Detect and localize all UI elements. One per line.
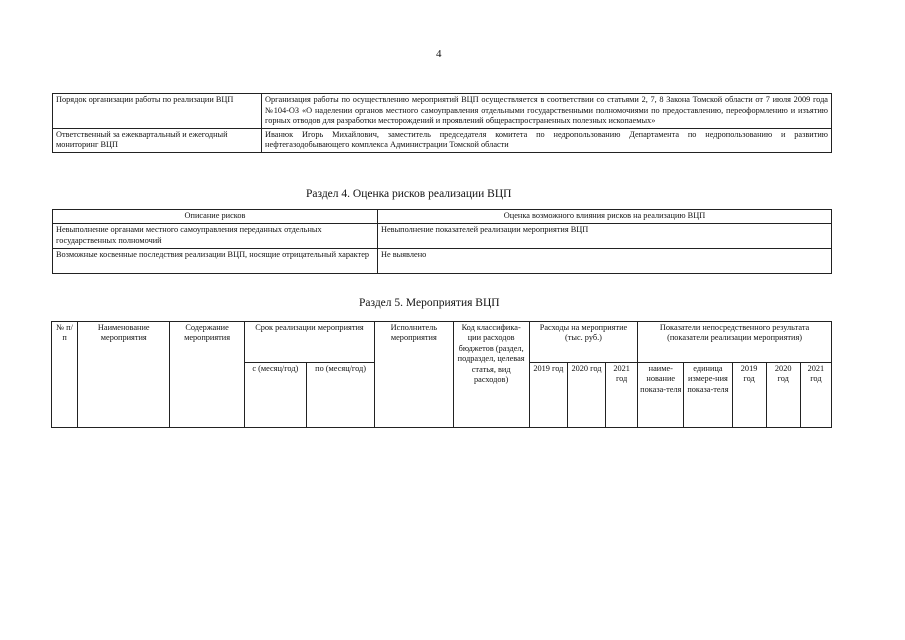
table-header-row bbox=[52, 322, 832, 363]
table-row bbox=[53, 128, 832, 152]
col-expenses: Расходы на мероприятие (тыс. руб.) bbox=[529, 322, 637, 363]
col-exp-2021: 2021 год bbox=[606, 363, 638, 428]
table-row bbox=[53, 224, 832, 249]
col-ind-2020: 2020 год bbox=[766, 363, 800, 428]
table-header-row bbox=[53, 210, 832, 224]
col-ind-unit: единица измере-ния показа-теля bbox=[684, 363, 732, 428]
info-label: Порядок организации работы по реализации ВЦП bbox=[53, 94, 262, 129]
info-value: Иванюк Игорь Михайлович, заместитель председателя комитета по недропользованию Департамента по недропользованию и развитию нефтегазодобывающего комплекса Администрации Томской области bbox=[262, 128, 832, 152]
col-exp-2019: 2019 год bbox=[529, 363, 567, 428]
col-code: Код классифика-ции расходов бюджетов (раздел, подраздел, целевая статья, вид расходов) bbox=[453, 322, 529, 428]
col-content: Содержание мероприятия bbox=[170, 322, 244, 428]
info-value: Организация работы по осуществлению мероприятий ВЦП осуществляется в соответствии со статьями 2, 7, 8 Закона Томской области от 7 июля 2009 года №104-ОЗ «О наделении органов местного самоуправления отдельными государственными полномочиями по предоставлению, переоформлению и изъятию горных отводов для разработки месторождений и проявлений общераспространенных полезных ископаемых» bbox=[262, 94, 832, 129]
risk-description: Невыполнение органами местного самоуправления переданных отдельных государственных полномочий bbox=[53, 224, 378, 249]
col-ind-name: наиме-нование показа-теля bbox=[638, 363, 684, 428]
column-header: Оценка возможного влияния рисков на реализацию ВЦП bbox=[378, 210, 832, 224]
info-label: Ответственный за ежеквартальный и ежегодный мониторинг ВЦП bbox=[53, 128, 262, 152]
col-term-from: с (месяц/год) bbox=[244, 363, 306, 428]
col-term: Срок реализации мероприятия bbox=[244, 322, 374, 363]
column-header: Описание рисков bbox=[53, 210, 378, 224]
col-name: Наименование мероприятия bbox=[78, 322, 170, 428]
col-num: № п/п bbox=[52, 322, 78, 428]
col-term-to: по (месяц/год) bbox=[306, 363, 374, 428]
risk-table bbox=[52, 209, 832, 274]
activities-table bbox=[51, 321, 832, 428]
risk-impact: Не выявлено bbox=[378, 249, 832, 274]
col-executor: Исполнитель мероприятия bbox=[375, 322, 453, 428]
table-row bbox=[53, 94, 832, 129]
col-exp-2020: 2020 год bbox=[567, 363, 605, 428]
page-number: 4 bbox=[436, 48, 442, 60]
table-row bbox=[53, 249, 832, 274]
section-4-title: Раздел 4. Оценка рисков реализации ВЦП bbox=[306, 188, 512, 200]
risk-impact: Невыполнение показателей реализации мероприятия ВЦП bbox=[378, 224, 832, 249]
col-indicators: Показатели непосредственного результата (показатели реализации мероприятия) bbox=[638, 322, 832, 363]
col-ind-2021: 2021 год bbox=[800, 363, 831, 428]
col-ind-2019: 2019 год bbox=[732, 363, 766, 428]
risk-description: Возможные косвенные последствия реализации ВЦП, носящие отрицательный характер bbox=[53, 249, 378, 274]
section-5-title: Раздел 5. Мероприятия ВЦП bbox=[359, 297, 500, 309]
program-info-table bbox=[52, 93, 832, 153]
